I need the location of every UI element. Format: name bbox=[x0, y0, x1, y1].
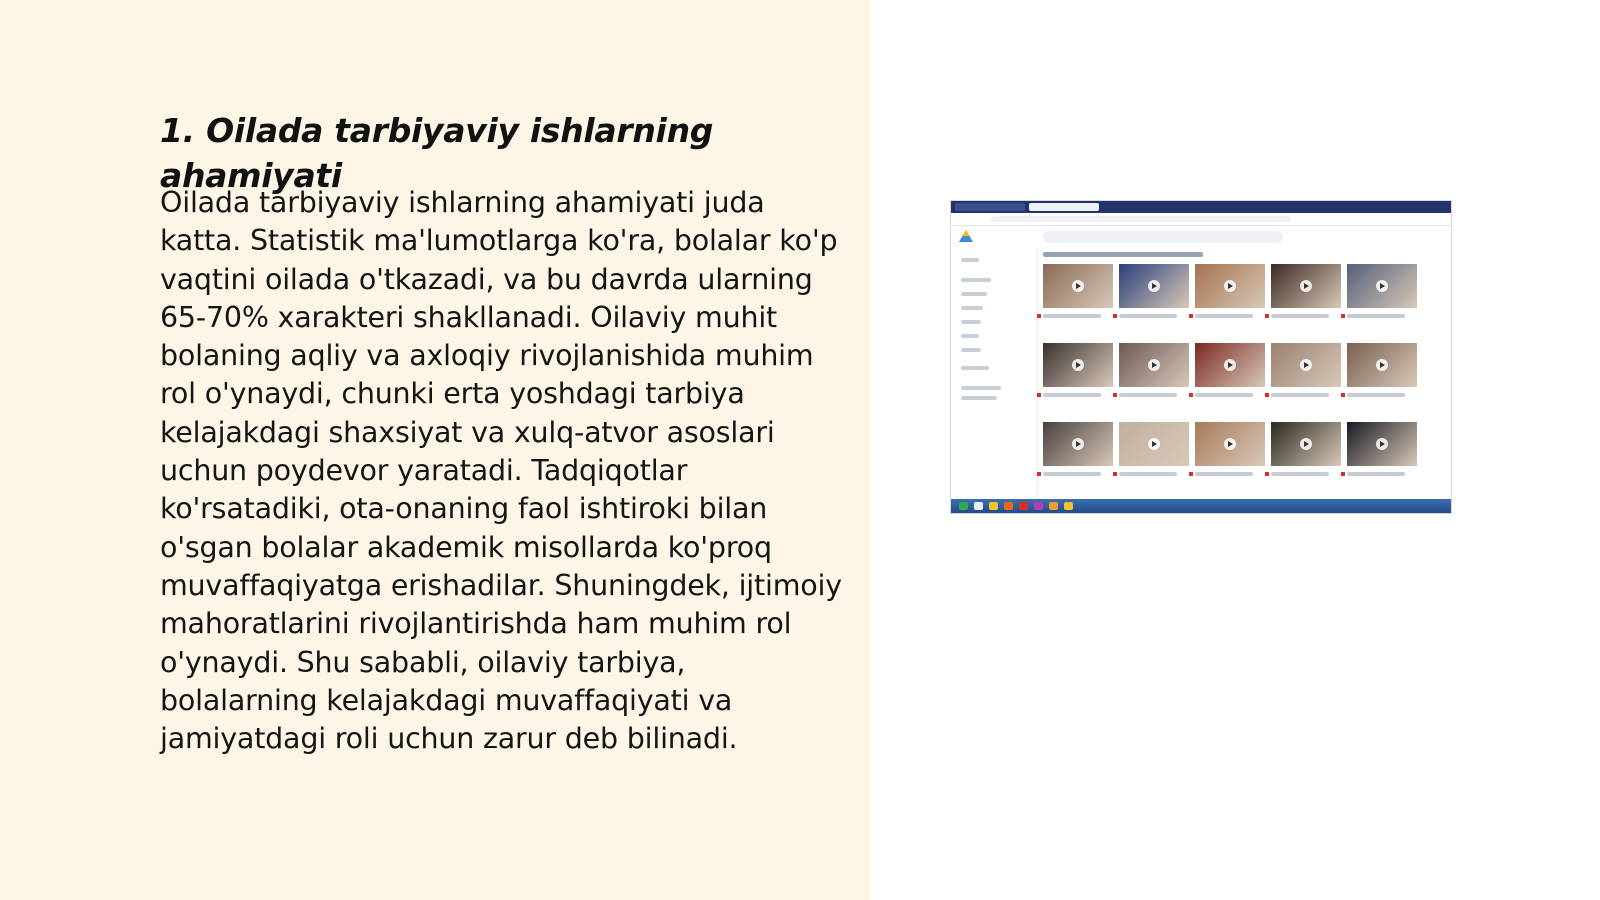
taskbar-app-icon bbox=[1064, 502, 1073, 510]
file-name-caption bbox=[1043, 314, 1101, 318]
play-icon bbox=[1300, 438, 1312, 450]
file-name-caption bbox=[1347, 314, 1405, 318]
play-icon bbox=[1072, 280, 1084, 292]
video-thumbnail bbox=[1347, 264, 1417, 308]
file-name-caption bbox=[1043, 472, 1101, 476]
video-thumbnail bbox=[1043, 343, 1113, 387]
video-file-tile bbox=[1119, 264, 1189, 326]
file-name-caption bbox=[1195, 314, 1253, 318]
video-thumbnail bbox=[1195, 422, 1265, 466]
drive-screenshot-image bbox=[950, 200, 1452, 514]
drive-sidebar bbox=[951, 248, 1036, 499]
drive-file-area bbox=[1039, 248, 1451, 499]
video-file-tile bbox=[1043, 422, 1113, 484]
play-icon bbox=[1376, 438, 1388, 450]
play-icon bbox=[1148, 438, 1160, 450]
video-file-tile bbox=[1271, 343, 1341, 405]
file-name-caption bbox=[1271, 314, 1329, 318]
taskbar-app-icon bbox=[1019, 502, 1028, 510]
video-file-tile bbox=[1347, 264, 1417, 326]
play-icon bbox=[1072, 438, 1084, 450]
video-file-tile bbox=[1043, 264, 1113, 326]
file-name-caption bbox=[1347, 472, 1405, 476]
video-thumbnail bbox=[1119, 422, 1189, 466]
video-file-tile bbox=[1271, 422, 1341, 484]
video-file-tile bbox=[1271, 264, 1341, 326]
file-name-caption bbox=[1271, 393, 1329, 397]
video-file-tile bbox=[1195, 264, 1265, 326]
video-thumbnail bbox=[1043, 422, 1113, 466]
drive-breadcrumb bbox=[1043, 252, 1203, 257]
browser-tab-bar bbox=[951, 201, 1451, 213]
video-file-tile bbox=[1119, 343, 1189, 405]
file-name-caption bbox=[1119, 314, 1177, 318]
browser-tab bbox=[955, 203, 1025, 211]
file-name-caption bbox=[1195, 393, 1253, 397]
play-icon bbox=[1224, 359, 1236, 371]
taskbar-app-icon bbox=[1034, 502, 1043, 510]
drive-search-bar bbox=[1043, 231, 1283, 243]
play-icon bbox=[1224, 280, 1236, 292]
taskbar-app-icon bbox=[959, 502, 968, 510]
video-file-tile bbox=[1195, 422, 1265, 484]
video-thumbnail bbox=[1271, 264, 1341, 308]
browser-tab-active bbox=[1029, 203, 1099, 211]
video-file-tile bbox=[1195, 343, 1265, 405]
taskbar-app-icon bbox=[989, 502, 998, 510]
video-thumbnail bbox=[1195, 343, 1265, 387]
play-icon bbox=[1376, 359, 1388, 371]
video-thumbnail bbox=[1119, 343, 1189, 387]
file-name-caption bbox=[1195, 472, 1253, 476]
video-thumbnail bbox=[1347, 422, 1417, 466]
play-icon bbox=[1376, 280, 1388, 292]
video-thumbnail-grid bbox=[1043, 264, 1417, 484]
play-icon bbox=[1300, 280, 1312, 292]
video-thumbnail bbox=[1195, 264, 1265, 308]
taskbar-app-icon bbox=[1049, 502, 1058, 510]
video-thumbnail bbox=[1043, 264, 1113, 308]
address-bar bbox=[951, 213, 1451, 226]
video-file-tile bbox=[1347, 422, 1417, 484]
video-file-tile bbox=[1043, 343, 1113, 405]
drive-header bbox=[951, 226, 1451, 248]
play-icon bbox=[1300, 359, 1312, 371]
video-file-tile bbox=[1119, 422, 1189, 484]
taskbar-app-icon bbox=[1004, 502, 1013, 510]
play-icon bbox=[1072, 359, 1084, 371]
play-icon bbox=[1148, 280, 1160, 292]
play-icon bbox=[1224, 438, 1236, 450]
file-name-caption bbox=[1119, 472, 1177, 476]
video-thumbnail bbox=[1347, 343, 1417, 387]
file-name-caption bbox=[1119, 393, 1177, 397]
video-thumbnail bbox=[1271, 422, 1341, 466]
slide-body-text: Oilada tarbiyaviy ishlarning ahamiyati juda katta. Statistik ma'lumotlarga ko'ra, bolalar ko'p vaqtini oilada o'tkazadi, va bu davrda ularning 65-70% xarakteri shakllanadi. Oilaviy muhit bolaning aqliy va axloqiy rivojlanishida muhim rol o'ynaydi, chunki erta yoshdagi tarbiya kelajakdagi shaxsiyat va xulq-atvor asoslari uchun poydevor yaratadi. Tadqiqotlar ko'rsatadiki, ota-onaning faol ishtiroki bilan o'sgan bolalar akademik misollarda ko'proq muvaffaqiyatga erishadilar. Shuningdek, ijtimoiy mahoratlarini rivojlantirishda ham muhim rol o'ynaydi. Shu sababli, oilaviy tarbiya, bolalarning kelajakdagi muvaffaqiyati va jamiyatdagi roli uchun zarur deb bilinadi. bbox=[160, 186, 842, 756]
video-file-tile bbox=[1347, 343, 1417, 405]
drive-logo-icon bbox=[959, 230, 973, 242]
file-name-caption bbox=[1347, 393, 1405, 397]
windows-taskbar bbox=[951, 499, 1451, 513]
video-thumbnail bbox=[1119, 264, 1189, 308]
file-name-caption bbox=[1271, 472, 1329, 476]
file-name-caption bbox=[1043, 393, 1101, 397]
play-icon bbox=[1148, 359, 1160, 371]
taskbar-app-icon bbox=[974, 502, 983, 510]
slide-heading: 1. Oilada tarbiyaviy ishlarning ahamiyati bbox=[160, 111, 714, 195]
video-thumbnail bbox=[1271, 343, 1341, 387]
